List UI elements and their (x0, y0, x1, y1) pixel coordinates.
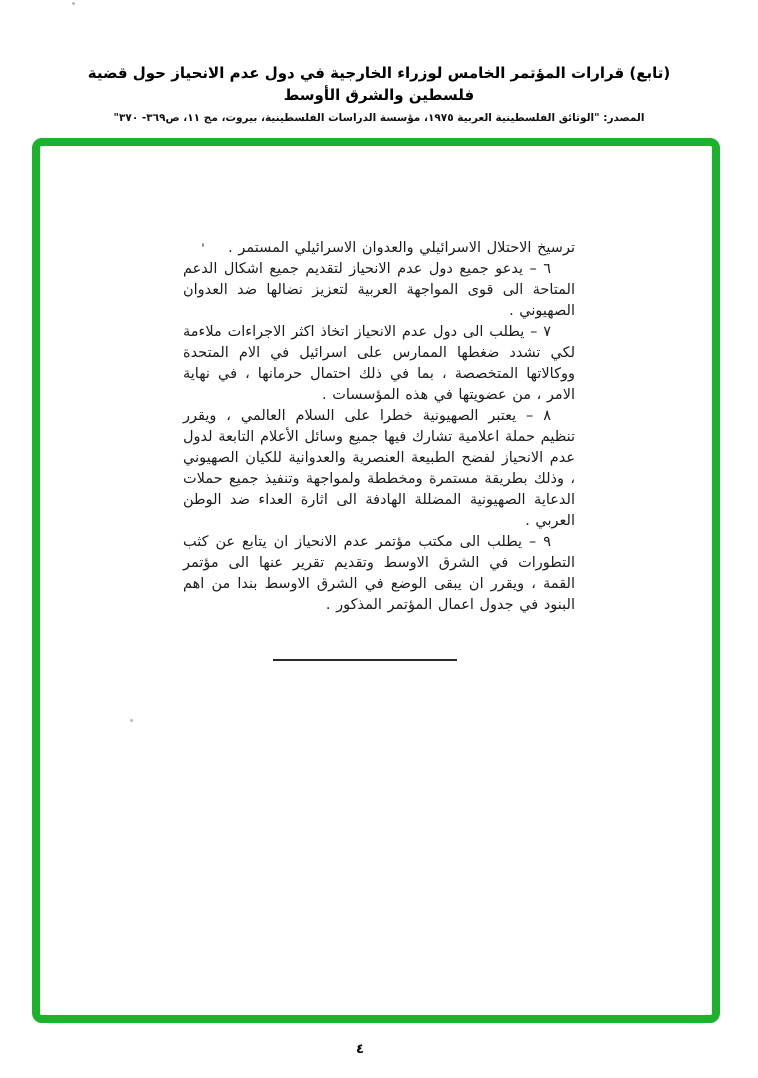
paragraph-item-8: ٨ – يعتبر الصهيونية خطرا على السلام العالمي ، ويقرر تنظيم حملة اعلامية تشارك فيها جميع وسائل الأعلام التابعة لدول عدم الانحياز لفضح الطبيعة العنصرية والعدوانية للكيان الصهيوني ، وذلك بطريقة مستمرة ومخططة ولمواجهة وتنفيذ جميع حملات الدعاية الصهيونية المضللة الهادفة الى اثارة العداء ضد الوطن العربي . (183, 408, 575, 529)
paragraph-item-9: ٩ – يطلب الى مكتب مؤتمر عدم الانحياز ان يتابع عن كثب التطورات في الشرق الاوسط وتقديم تقرير عنها الى مؤتمر القمة ، ويقرر ان يبقى الوضع في الشرق الاوسط بندا من اهم البنود في جدول اعمال المؤتمر المذكور . (183, 534, 575, 613)
paragraph-item-6: ٦ – يدعو جميع دول عدم الانحياز لتقديم جميع اشكال الدعم المتاحة الى قوى المواجهة العربية لتعزيز نضالها ضد العدوان الصهيوني . (183, 261, 575, 319)
page-number: ٤ (356, 1042, 364, 1057)
paragraph-continuation: ترسيخ الاحتلال الاسرائيلي والعدوان الاسرائيلي المستمر . (228, 240, 575, 256)
scan-artifact (130, 719, 133, 722)
source-citation: المصدر: "الوثائق الفلسطينية العربية ١٩٧٥، مؤسسة الدراسات الفلسطينية، بيروت، مج ١١، ص٣٦٩- ٣٧٠" (113, 112, 645, 124)
document-title: (تابع) قرارات المؤتمر الخامس لوزراء الخارجية في دول عدم الانحياز حول قضية فلسطين والشرق الأوسط (87, 64, 671, 104)
scan-artifact (72, 2, 75, 5)
document-body (183, 238, 575, 616)
paragraph-item-7: ٧ – يطلب الى دول عدم الانحياز اتخاذ اكثر الاجراءات ملاءمة لكي تشدد ضغطها الممارس على اسرائيل في الام المتحدة ووكالاتها المتخصصة ، بما في ذلك احتمال حرمانها ، في نهاية الامر ، من عضويتها في هذه المؤسسات . (183, 324, 575, 403)
section-divider (273, 659, 457, 661)
page-header (0, 62, 758, 125)
